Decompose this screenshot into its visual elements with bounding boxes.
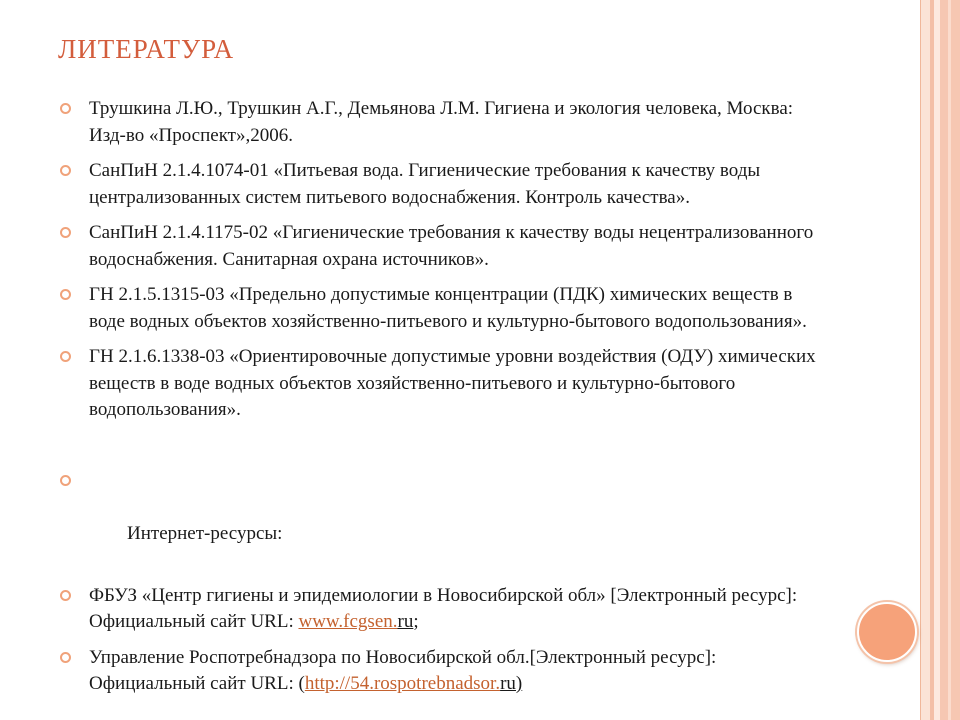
list-item [60,282,820,335]
list-item [60,344,820,424]
reference-text: Управление Роспотребнадзора по Новосибирской обл.[Электронный ресурс]: Официальный сайт URL: ( [89,646,717,694]
decor-circle [857,602,917,662]
bullet-icon [60,351,71,362]
list-item [60,645,820,698]
section-heading: Интернет-ресурсы: [117,522,283,544]
website-link[interactable]: http://54.rospotrebnadsor. [304,673,501,694]
bullet-icon [60,289,71,300]
bullet-icon [60,652,71,663]
bullet-icon [60,227,71,238]
bullet-icon [60,103,71,114]
bullet-icon [60,590,71,601]
reference-text: ГН 2.1.5.1315-03 «Предельно допустимые концентрации (ПДК) химических веществ в воде водных объектов хозяйственно-питьевого и культурно-бытового водопользования». [89,284,807,332]
list-item [60,158,820,211]
link-tail[interactable]: ru [397,611,414,632]
list-item [60,96,820,149]
reference-list [60,96,820,698]
reference-text: СанПиН 2.1.4.1175-02 «Гигиенические требования к качеству воды нецентрализованного водоснабжения. Санитарная охрана источников». [89,222,814,270]
list-item [60,220,820,273]
bullet-icon [60,475,71,486]
decor-stripe [921,0,930,720]
website-link[interactable]: www.fcgsen. [298,611,398,632]
reference-text: ФБУЗ «Центр гигиены и эпидемиологии в Новосибирской обл» [Электронный ресурс]: Официальный сайт URL: [89,584,798,632]
list-item [60,468,820,574]
list-item [60,583,820,636]
reference-text: Трушкина Л.Ю., Трушкин А.Г., Демьянова Л.М. Гигиена и экология человека, Москва: Изд-во «Проспект»,2006. [89,98,794,146]
slide-title: ЛИТЕРАТУРА [58,34,235,64]
decor-stripe [948,0,951,720]
reference-text: СанПиН 2.1.4.1074-01 «Питьевая вода. Гигиенические требования к качеству воды централизованных систем питьевого водоснабжения. Контроль качества». [89,160,761,208]
link-tail[interactable]: ru) [500,673,523,694]
bullet-icon [60,165,71,176]
reference-text: ; [413,611,419,632]
reference-text: ГН 2.1.6.1338-03 «Ориентировочные допустимые уровни воздействия (ОДУ) химических веществ в воде водных объектов хозяйственно-питьевого и культурно-бытового водопользования». [89,346,816,420]
